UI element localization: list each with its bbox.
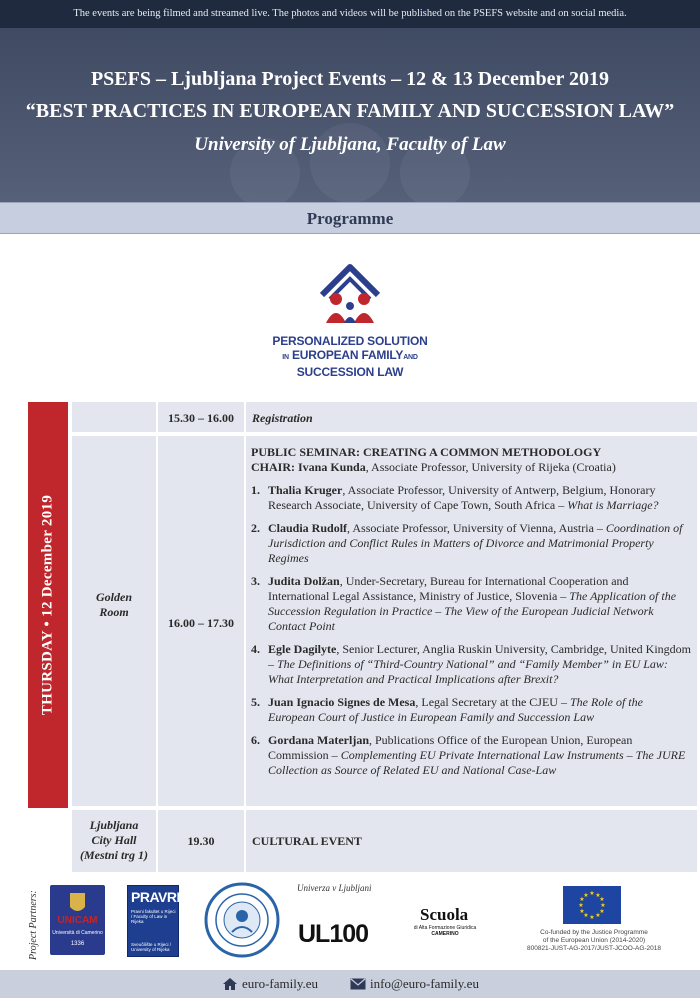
seminar-title: PUBLIC SEMINAR: CREATING A COMMON METHODOLOGY [251, 445, 602, 459]
svg-text:★: ★ [589, 914, 595, 921]
svg-text:★: ★ [599, 896, 605, 903]
footer: euro-family.eu info@euro-family.eu [0, 970, 700, 998]
location-cell-golden-room: Golden Room [72, 436, 156, 806]
svg-text:★: ★ [595, 912, 601, 919]
detail-cell-cultural: CULTURAL EVENT [246, 810, 697, 872]
speaker-list [251, 483, 691, 778]
ul-caption: Univerza v Ljubljani [297, 883, 372, 893]
home-icon [222, 977, 238, 991]
event-title: PSEFS – Ljubljana Project Events – 12 & 13 December 2019 [90, 68, 610, 90]
time-cell-registration: 15.30 – 16.00 [158, 402, 244, 432]
svg-text:★: ★ [578, 902, 584, 909]
eu-flag-icon [563, 886, 621, 924]
eu-funding-text: Co-funded by the Justice Programme of the European Union (2014-2020) 800821-JUST-AG-2017/JUST-JCOO-AG-2018 [526, 929, 662, 952]
scuola-logo: Scuola di Alta Formazione Giuridica CAMERINO [413, 905, 477, 937]
day-sidebar [28, 402, 68, 808]
list-item: 2. Claudia Rudolf, Associate Professor, University of Vienna, Austria – Coordination of Jurisdiction and Conflict Rules in Matters of Divorce and Matrimonial Property Regimes [251, 521, 683, 565]
location-cell-blank [72, 402, 156, 432]
svg-text:★: ★ [579, 896, 585, 903]
unicam-logo: UNICAM Università di Camerino 1336 [50, 885, 105, 955]
seminar-chair: CHAIR: Ivana Kunda, Associate Professor, University of Rijeka (Croatia) [251, 460, 616, 474]
partners-label: Project Partners: [28, 890, 39, 960]
unicam-crest-icon [50, 887, 105, 917]
time-cell-seminar: 16.00 – 17.30 [158, 436, 244, 806]
pravri-logo: PRAVRI Pravni fakultet u Rijeci / Faculty of Law in Rijeka Sveučilište u Rijeci / University of Rijeka [127, 885, 179, 957]
programme-heading: Programme [0, 202, 700, 234]
ljubljana-seal-icon [204, 882, 280, 958]
list-item: 3. Judita Dolžan, Under-Secretary, Bureau for International Cooperation and International Legal Assistance, Ministry of Justice, Slovenia – The Application of the Succession Regulation in Practice – The View of the European Judicial Network Contact Point [251, 574, 677, 633]
time-cell-cultural: 19.30 [158, 810, 244, 872]
seminar-details [251, 445, 691, 786]
location-cell-city-hall: Ljubljana City Hall (Mestni trg 1) [72, 810, 156, 872]
event-subtitle: “BEST PRACTICES IN EUROPEAN FAMILY AND SUCCESSION LAW” [25, 100, 675, 122]
top-notice: The events are being filmed and streamed live. The photos and videos will be published on the PSEFS website and on social media. [0, 0, 700, 28]
list-item: 5. Juan Ignacio Signes de Mesa, Legal Secretary at the CJEU – The Role of the European Court of Justice in European Family and Succession Law [251, 695, 643, 724]
list-item: 4. Egle Dagilyte, Senior Lecturer, Anglia Ruskin University, Cambridge, United Kingdom – The Definitions of “Third-Country National” and “Family Member” in EU Law: What Interpretation and Practical Implications after Brexit? [251, 642, 692, 686]
list-item: 6. Gordana Materljan, Publications Office of the European Union, European Commission – Complementing EU Private International Law Instruments – The JURE Collection as Source of Related EU and National Case-Law [251, 733, 686, 777]
svg-text:★: ★ [583, 892, 589, 899]
list-item: 1. Thalia Kruger, Associate Professor, University of Antwerp, Belgium, Honorary Research Associate, University of Cape Town, South Africa – What is Marriage? [251, 483, 659, 512]
svg-text:★: ★ [589, 890, 595, 897]
day-label: THURSDAY • 12 December 2019 [39, 494, 56, 716]
detail-cell-registration: Registration [246, 402, 697, 432]
svg-text:★: ★ [583, 912, 589, 919]
svg-text:★: ★ [599, 908, 605, 915]
mail-icon [350, 978, 366, 990]
event-venue: University of Ljubljana, Faculty of Law [194, 134, 506, 155]
svg-text:★: ★ [595, 892, 601, 899]
ul100-logo: UL100 [298, 920, 369, 948]
header-banner [0, 28, 700, 202]
svg-text:★: ★ [600, 902, 606, 909]
psefs-logo-text: PERSONALIZED SOLUTION IN EUROPEAN FAMILYAND SUCCESSION LAW [272, 334, 428, 379]
svg-text:★: ★ [579, 908, 585, 915]
